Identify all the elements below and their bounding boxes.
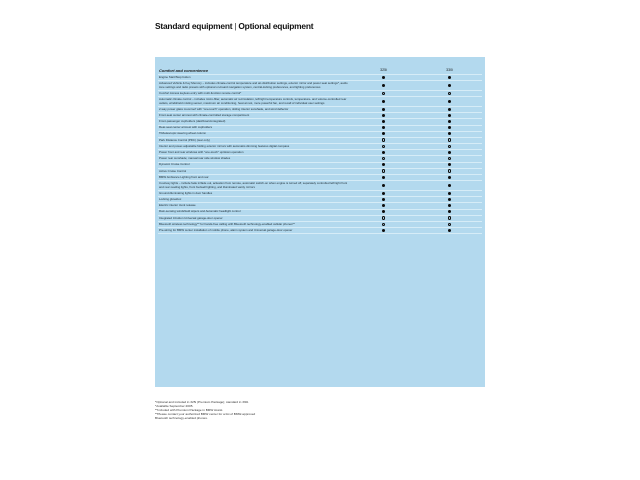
availability-325i (350, 100, 417, 104)
standard-dot-icon (382, 151, 385, 154)
table-row (158, 81, 482, 91)
availability-325i (350, 204, 417, 208)
footnote: **Please contact your authorized BMW center for a list of BMW-approved (155, 412, 256, 416)
standard-dot-icon (382, 163, 385, 166)
availability-330i (417, 216, 482, 220)
availability-330i (417, 184, 482, 188)
availability-330i (417, 114, 482, 118)
standard-dot-icon (448, 198, 451, 201)
availability-325i (350, 76, 417, 80)
feature-name: Tilt/telescopic steering wheel column (159, 131, 206, 136)
standard-dot-icon (382, 204, 385, 207)
standard-dot-icon (448, 76, 451, 79)
availability-325i (350, 223, 417, 227)
standard-dot-icon (382, 198, 385, 201)
availability-325i (350, 114, 417, 118)
title-standard: Standard equipment (155, 21, 233, 31)
feature-name: Electric interior trunk release (159, 203, 196, 208)
optional-circle-icon (448, 216, 451, 219)
standard-dot-icon (448, 84, 451, 87)
standard-dot-icon (448, 132, 451, 135)
optional-circle-icon (448, 138, 451, 141)
optional-circle-icon (448, 223, 451, 226)
feature-name: Power front and rear windows with "one-touch" up/down operation (159, 150, 244, 155)
availability-325i (350, 176, 417, 180)
availability-325i (350, 84, 417, 88)
availability-330i (417, 157, 482, 161)
standard-dot-icon (448, 126, 451, 129)
availability-325i (350, 151, 417, 155)
standard-dot-icon (382, 210, 385, 213)
feature-name: Comfort Access keyless entry with multi-function remote control* (159, 90, 242, 95)
optional-circle-icon (448, 92, 451, 95)
availability-330i (417, 120, 482, 124)
availability-330i (417, 100, 482, 104)
standard-dot-icon (382, 100, 385, 103)
column-header-330i: 330i (446, 68, 453, 72)
feature-name: BMW Ambiance Lighting front and rear (159, 174, 209, 179)
feature-name: Interior and power-adjustable folding exterior mirrors with automatic-dimming features digital compass (159, 143, 290, 148)
footnote: Bluetooth technology-enabled phones. (155, 416, 208, 420)
standard-dot-icon (448, 192, 451, 195)
feature-name: Front-seat center armrest with climate-controlled storage compartment (159, 112, 250, 117)
feature-name: Dynamic Cruise Control (159, 162, 190, 167)
standard-dot-icon (382, 108, 385, 111)
feature-name: Automatic climate control – includes micro-filter, automatic air recirculation, left/right temperature controls, temperature- and volume-controlled rear outlets, windshield misting sensor, maximum air conditioning, heat at rest, more powerful fan, and recall of individual user settings (159, 96, 347, 105)
availability-330i (417, 126, 482, 130)
optional-circle-icon (382, 157, 385, 160)
footnote: *Optional and included in 325i (Premium Package); standard in 330i. (155, 400, 249, 404)
availability-325i (350, 192, 417, 196)
availability-330i (417, 132, 482, 136)
availability-330i (417, 145, 482, 149)
page-title (155, 21, 313, 31)
feature-name: Advanced Vehicle & Key Memory – includes climate-control temperature and air-distribution settings, exterior mirror and power seat settings*, audio tone settings and radio presets with optional on-board navigation system, central-locking preferences, and lighting preferences (159, 80, 348, 89)
availability-330i (417, 84, 482, 88)
availability-325i (350, 126, 417, 130)
feature-name: Engine Start/Stop button (159, 74, 191, 79)
availability-325i (350, 120, 417, 124)
availability-325i (350, 157, 417, 161)
standard-dot-icon (448, 176, 451, 179)
optional-circle-icon (448, 145, 451, 148)
availability-330i (417, 223, 482, 227)
feature-name: Locking glovebox (159, 196, 182, 201)
optional-circle-icon (448, 169, 451, 172)
availability-330i (417, 138, 482, 142)
standard-dot-icon (448, 151, 451, 154)
feature-name: Front-passenger cupholders (dashboard-integrated) (159, 119, 226, 124)
availability-325i (350, 145, 417, 149)
footnote: *Available September 2005. (155, 404, 194, 408)
title-separator: | (234, 21, 237, 31)
availability-325i (350, 210, 417, 214)
availability-330i (417, 210, 482, 214)
availability-330i (417, 198, 482, 202)
availability-325i (350, 198, 417, 202)
standard-dot-icon (448, 114, 451, 117)
table-body (158, 75, 482, 234)
feature-name: Rear-seat center armrest with cupholders (159, 125, 213, 130)
feature-name: Park Distance Control (PDC) (rear only) (159, 137, 210, 142)
feature-name: Rain-sensing windshield wipers and Automatic headlight control (159, 209, 241, 214)
availability-330i (417, 163, 482, 167)
availability-330i (417, 169, 482, 173)
optional-circle-icon (448, 157, 451, 160)
availability-325i (350, 229, 417, 233)
availability-330i (417, 192, 482, 196)
availability-325i (350, 169, 417, 173)
standard-dot-icon (382, 176, 385, 179)
optional-circle-icon (382, 145, 385, 148)
standard-dot-icon (382, 192, 385, 195)
availability-330i (417, 151, 482, 155)
availability-330i (417, 92, 482, 96)
standard-dot-icon (382, 114, 385, 117)
optional-circle-icon (382, 216, 385, 219)
feature-name: 2-way power glass moonroof with "one-touch" operation, sliding interior sunshade, and wind deflector (159, 106, 289, 111)
optional-circle-icon (382, 223, 385, 226)
title-optional: Optional equipment (238, 21, 314, 31)
table-row (158, 228, 482, 234)
feature-name: Integrated 3-button Universal garage-door opener (159, 215, 223, 220)
feature-name: Bluetooth wireless technology** for hands-free calling with Bluetooth technology-enabled cellular phones** (159, 221, 295, 226)
section-title: Comfort and convenience (159, 67, 209, 73)
equipment-panel (155, 57, 485, 387)
availability-330i (417, 204, 482, 208)
equipment-table (158, 66, 482, 234)
optional-circle-icon (382, 138, 385, 141)
optional-circle-icon (382, 92, 385, 95)
availability-325i (350, 216, 417, 220)
availability-325i (350, 184, 417, 188)
standard-dot-icon (382, 184, 385, 187)
standard-dot-icon (382, 120, 385, 123)
availability-325i (350, 163, 417, 167)
availability-325i (350, 108, 417, 112)
standard-dot-icon (448, 100, 451, 103)
footnote: **Included with Premium Package in BMW Assist. (155, 408, 224, 412)
table-header (158, 66, 482, 75)
table-row (158, 181, 482, 191)
standard-dot-icon (448, 120, 451, 123)
table-row (158, 97, 482, 107)
availability-325i (350, 132, 417, 136)
standard-dot-icon (382, 132, 385, 135)
feature-name: Courtesy lights – include fade in/fade out, actuation from remote, automatic switch-on when engine is turned off, separately controlled left/right front and rear reading lights, front footwell lighting, and illuminated vanity mirrors (159, 180, 348, 189)
standard-dot-icon (382, 229, 385, 232)
optional-circle-icon (382, 169, 385, 172)
feature-name: Pre-wiring for BMW center installation of mobile phone, alarm system and Universal garage-door opener (159, 227, 293, 232)
availability-330i (417, 76, 482, 80)
footnotes (155, 400, 355, 420)
standard-dot-icon (448, 229, 451, 232)
availability-330i (417, 176, 482, 180)
standard-dot-icon (448, 204, 451, 207)
availability-330i (417, 229, 482, 233)
feature-name: Power rear sunshade; manual rear side window shades (159, 156, 231, 161)
column-header-325i: 325i (380, 68, 387, 72)
standard-dot-icon (448, 210, 451, 213)
standard-dot-icon (382, 76, 385, 79)
availability-325i (350, 92, 417, 96)
availability-325i (350, 138, 417, 142)
standard-dot-icon (382, 84, 385, 87)
standard-dot-icon (448, 184, 451, 187)
standard-dot-icon (448, 163, 451, 166)
feature-name: Active Cruise Control (159, 168, 187, 173)
standard-dot-icon (382, 126, 385, 129)
availability-330i (417, 108, 482, 112)
standard-dot-icon (448, 108, 451, 111)
feature-name: Ground-illuminating lights in door handles (159, 190, 213, 195)
